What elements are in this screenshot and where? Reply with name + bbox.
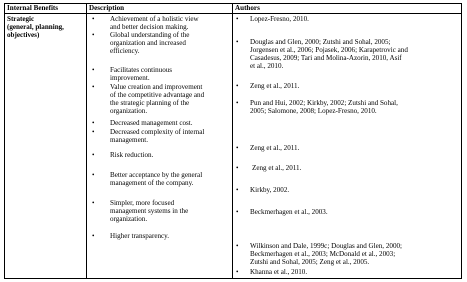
description-line: organization. bbox=[110, 215, 148, 223]
bullet-icon: • bbox=[92, 31, 95, 39]
description-line: organization. bbox=[110, 107, 148, 115]
author-line: Wilkinson and Dale, 1999c; Douglas and Glen, 2000; bbox=[250, 242, 403, 250]
bullet-icon: • bbox=[236, 82, 239, 90]
column-divider bbox=[86, 4, 87, 278]
author-line: Kirkby, 2002. bbox=[250, 186, 290, 194]
description-line: Facilitates continuous bbox=[110, 66, 173, 74]
category-label: (general, planning, bbox=[7, 23, 64, 31]
bullet-icon: • bbox=[92, 199, 95, 207]
bullet-icon: • bbox=[236, 186, 239, 194]
benefits-table bbox=[4, 3, 462, 279]
description-line: management systems in the bbox=[110, 207, 189, 215]
bullet-icon: • bbox=[92, 171, 95, 179]
bullet-icon: • bbox=[92, 151, 95, 159]
description-line: Higher transparency. bbox=[110, 232, 170, 240]
description-line: Value creation and improvement bbox=[110, 83, 203, 91]
author-line: Beckmerhagen et al., 2003; McDonald et al., 2003; bbox=[250, 250, 396, 258]
author-line: Douglas and Glen, 2000; Zutshi and Sohal, 2005; bbox=[250, 38, 391, 46]
header-internal-benefits: Internal Benefits bbox=[7, 4, 59, 12]
author-line: Lopez-Fresno, 2010. bbox=[250, 15, 309, 23]
description-line: Decreased management cost. bbox=[110, 119, 193, 127]
bullet-icon: • bbox=[236, 99, 239, 107]
author-line: Zeng et al., 2011. bbox=[250, 82, 300, 90]
author-line: Jorgensen et al., 2006; Pojasek, 2006; Karapetrovic and bbox=[250, 46, 408, 54]
category-label: Strategic bbox=[7, 15, 35, 23]
bullet-icon: • bbox=[92, 119, 95, 127]
description-line: and better decision making. bbox=[110, 23, 189, 31]
bullet-icon: • bbox=[92, 128, 95, 136]
description-line: management. bbox=[110, 136, 149, 144]
author-line: Khanna et al., 2010. bbox=[250, 268, 308, 276]
description-line: organization and increased bbox=[110, 39, 186, 47]
bullet-icon: • bbox=[236, 242, 239, 250]
author-line: Casadesus, 2009; Tari and Molina-Azorin, 2010, Asif bbox=[250, 54, 402, 62]
author-line: Beckmerhagen et al., 2003. bbox=[250, 208, 328, 216]
author-line: 2005; Salomone, 2008; Lopez-Fresno, 2010. bbox=[250, 107, 377, 115]
description-line: Better acceptance by the general bbox=[110, 171, 203, 179]
description-line: Risk reduction. bbox=[110, 151, 154, 159]
bullet-icon: • bbox=[92, 232, 95, 240]
bullet-icon: • bbox=[236, 38, 239, 46]
author-line: et al., 2010. bbox=[250, 62, 284, 70]
bullet-icon: • bbox=[236, 15, 239, 23]
author-line: Pun and Hui, 2002; Kirkby, 2002; Zutshi and Sohal, bbox=[250, 99, 398, 107]
author-line: Zeng et al., 2011. bbox=[250, 144, 300, 152]
category-label: objectives) bbox=[7, 31, 40, 39]
description-line: the strategic planning of the bbox=[110, 99, 190, 107]
description-line: Global understanding of the bbox=[110, 31, 190, 39]
author-line: Zeng et al., 2011. bbox=[252, 164, 302, 172]
bullet-icon: • bbox=[236, 268, 239, 276]
description-line: of the competitive advantage and bbox=[110, 91, 205, 99]
bullet-icon: • bbox=[236, 208, 239, 216]
description-line: efficiency. bbox=[110, 47, 140, 55]
bullet-icon: • bbox=[92, 66, 95, 74]
bullet-icon: • bbox=[236, 164, 239, 172]
author-line: Zutshi and Sohal, 2005; Zeng et al., 2005. bbox=[250, 258, 370, 266]
column-divider bbox=[232, 4, 233, 278]
bullet-icon: • bbox=[92, 15, 95, 23]
description-line: Decreased complexity of internal bbox=[110, 128, 205, 136]
description-line: management of the company. bbox=[110, 179, 194, 187]
description-line: Simpler, more focused bbox=[110, 199, 175, 207]
description-line: Achievement of a holistic view bbox=[110, 15, 199, 23]
header-divider bbox=[5, 13, 461, 14]
bullet-icon: • bbox=[236, 144, 239, 152]
header-description: Description bbox=[89, 4, 125, 12]
header-authors: Authors bbox=[235, 4, 260, 12]
description-line: improvement. bbox=[110, 74, 150, 82]
bullet-icon: • bbox=[92, 83, 95, 91]
